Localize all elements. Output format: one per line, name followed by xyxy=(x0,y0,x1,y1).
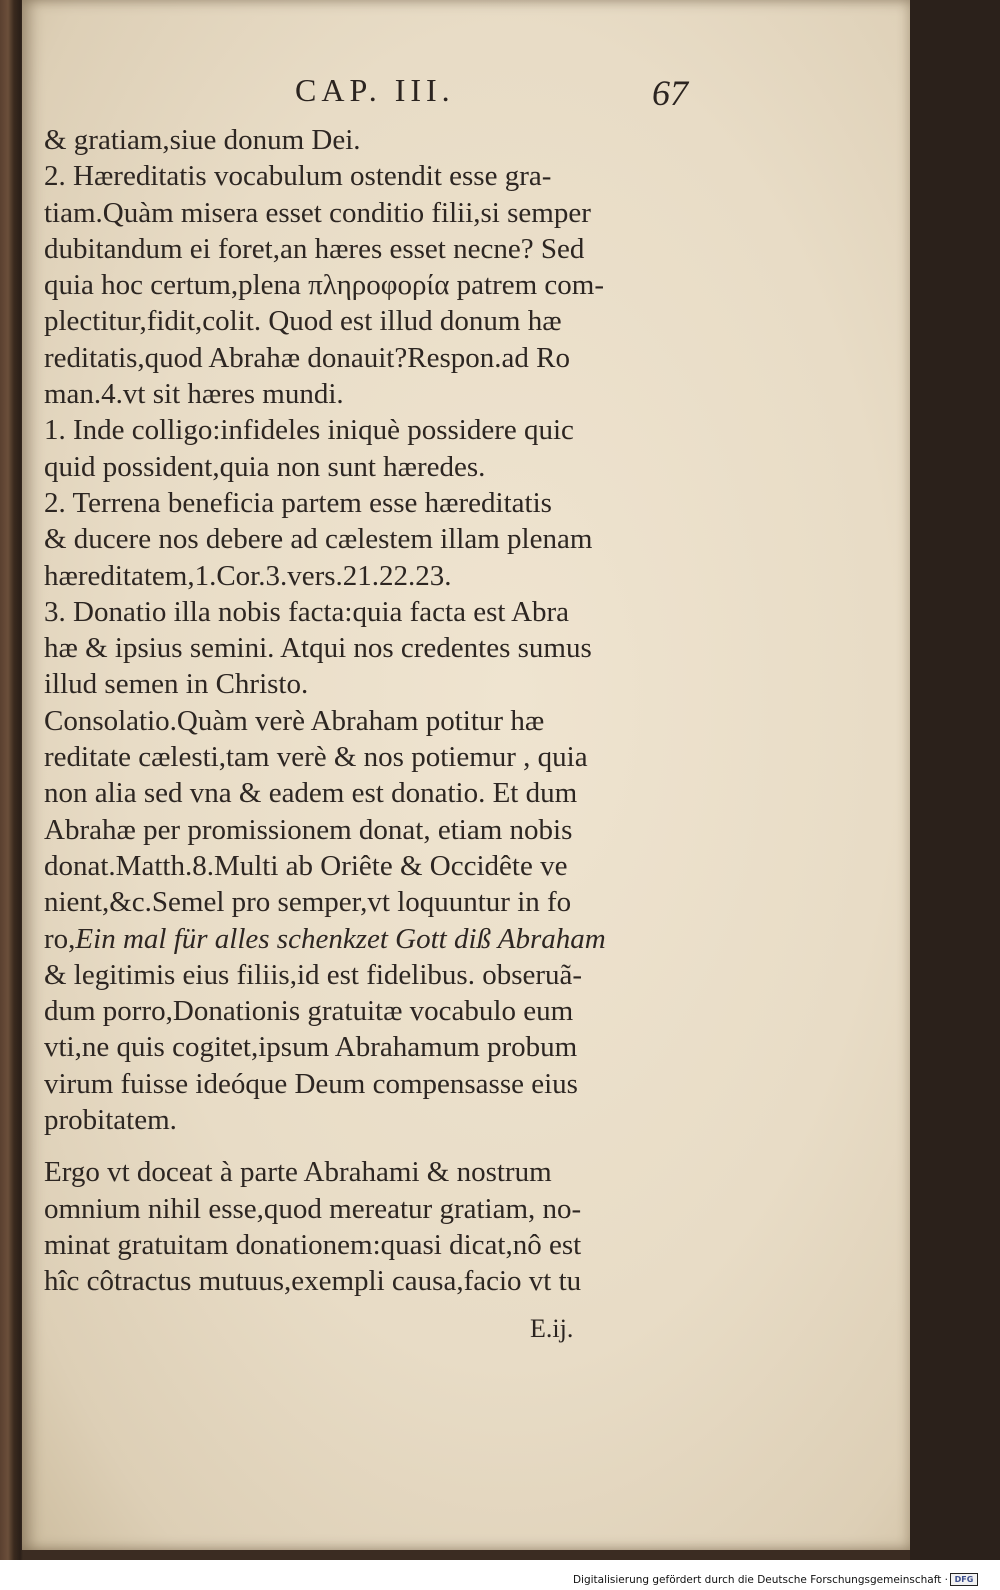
text-line: 3. Donatio illa nobis facta:quia facta est Abra xyxy=(44,595,570,628)
text-line: 1. Inde colligo:infideles iniquè possidere quic xyxy=(44,414,574,447)
text-line: Ergo vt doceat à parte Abrahami & nostrum xyxy=(44,1156,552,1189)
text-line: dum porro,Donationis gratuitæ vocabulo eum xyxy=(44,995,574,1028)
text-line: hæreditatem,1.Cor.3.vers.21.22.23. xyxy=(44,559,452,592)
text-line: non alia sed vna & eadem est donatio. Et dum xyxy=(44,777,578,810)
text-line: hæ & ipsius semini. Atqui nos credentes sumus xyxy=(44,632,592,665)
text-line: vti,ne quis cogitet,ipsum Abrahamum probum xyxy=(44,1031,578,1064)
text-line: hîc côtractus mutuus,exempli causa,facio vt tu xyxy=(44,1265,582,1298)
text-line: & legitimis eius filiis,id est fidelibus. obseruã- xyxy=(44,958,583,991)
text-line: Abrahæ per promissionem donat, etiam nobis xyxy=(44,813,573,846)
text-line: nient,&c.Semel pro semper,vt loquuntur in fo xyxy=(44,886,572,919)
text-line: donat.Matth.8.Multi ab Oriête & Occidête ve xyxy=(44,849,568,882)
text-line: & gratiam,siue donum Dei. xyxy=(44,124,361,156)
body-text xyxy=(44,122,684,1300)
text-line xyxy=(44,921,684,957)
text-line: quid possident,quia non sunt hæredes. xyxy=(44,450,486,483)
text-line: 2. Hæreditatis vocabulum ostendit esse gra- xyxy=(44,160,552,193)
text-line: probitatem. xyxy=(44,1104,177,1137)
text-line: Consolatio.Quàm verè Abraham potitur hæ xyxy=(44,704,545,737)
text-line: 2. Terrena beneficia partem esse hæreditatis xyxy=(44,486,552,519)
text-line: reditate cælesti,tam verè & nos potiemur , quia xyxy=(44,741,588,774)
paragraph-gap xyxy=(44,1138,684,1154)
text-line: plectitur,fidit,colit. Quod est illud donum hæ xyxy=(44,305,562,338)
text-line: omnium nihil esse,quod mereatur gratiam, no- xyxy=(44,1192,582,1225)
signature-mark: E.ij. xyxy=(530,1314,574,1343)
text-line: virum fuisse ideóque Deum compensasse eius xyxy=(44,1067,578,1100)
dfg-logo: DFG xyxy=(950,1573,978,1586)
text-line: reditatis,quod Abrahæ donauit?Respon.ad Ro xyxy=(44,341,570,374)
text-line-start: ro, xyxy=(44,922,76,955)
text-line: dubitandum ei foret,an hæres esset necne? Sed xyxy=(44,232,585,265)
text-line: quia hoc certum,plena πληροφορία patrem com- xyxy=(44,269,605,302)
text-line: man.4.vt sit hæres mundi. xyxy=(44,378,344,411)
running-head: CAP. III. xyxy=(295,72,455,108)
dark-margin xyxy=(910,0,1000,1560)
text-line: minat gratuitam donationem:quasi dicat,nô est xyxy=(44,1228,582,1261)
page-number: 67 xyxy=(652,73,688,113)
text-line: tiam.Quàm misera esset conditio filii,si semper xyxy=(44,196,591,229)
text-line: & ducere nos debere ad cælestem illam plenam xyxy=(44,523,593,556)
funding-credit: Digitalisierung gefördert durch die Deutsche Forschungsgemeinschaft · xyxy=(572,1574,948,1586)
text-line: illud semen in Christo. xyxy=(44,668,309,701)
german-italic-phrase: Ein mal für alles schenkzet Gott diß Abraham xyxy=(75,922,606,955)
